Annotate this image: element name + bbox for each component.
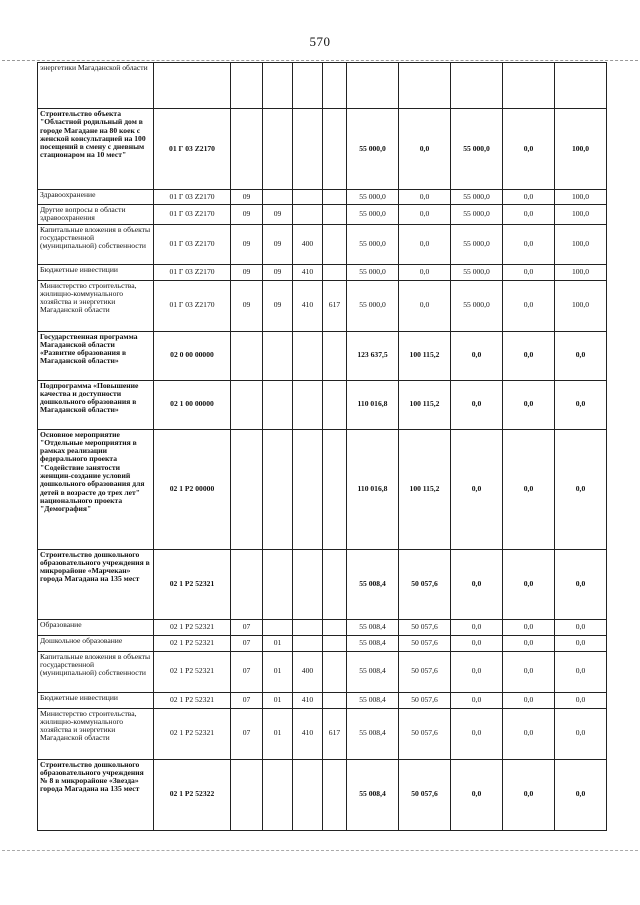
amount-4: 0,0 bbox=[503, 692, 555, 708]
amount-2: 50 057,6 bbox=[399, 619, 451, 635]
bottom-divider bbox=[2, 850, 638, 851]
administrator-code bbox=[323, 429, 347, 549]
table-row bbox=[38, 63, 607, 109]
amount-3: 0,0 bbox=[451, 331, 503, 380]
target-code: 02 1 Р2 52321 bbox=[154, 635, 231, 651]
amount-1: 55 008,4 bbox=[347, 759, 399, 830]
amount-5: 0,0 bbox=[555, 692, 607, 708]
subsection-code: 09 bbox=[263, 224, 293, 264]
amount-1: 55 000,0 bbox=[347, 109, 399, 190]
section-code: 09 bbox=[231, 205, 263, 225]
amount-2: 0,0 bbox=[399, 224, 451, 264]
expense-type-code bbox=[293, 109, 323, 190]
amount-3: 0,0 bbox=[451, 651, 503, 692]
section-code: 07 bbox=[231, 692, 263, 708]
amount-1: 110 016,8 bbox=[347, 429, 399, 549]
amount-4: 0,0 bbox=[503, 759, 555, 830]
target-code: 01 Г 03 Z2170 bbox=[154, 280, 231, 331]
target-code: 01 Г 03 Z2170 bbox=[154, 205, 231, 225]
subsection-code: 01 bbox=[263, 708, 293, 759]
amount-3: 0,0 bbox=[451, 429, 503, 549]
target-code: 02 1 Р2 52321 bbox=[154, 619, 231, 635]
table-row bbox=[38, 190, 607, 205]
administrator-code bbox=[323, 205, 347, 225]
administrator-code bbox=[323, 759, 347, 830]
amount-5 bbox=[555, 63, 607, 109]
subsection-code: 09 bbox=[263, 280, 293, 331]
amount-2: 100 115,2 bbox=[399, 380, 451, 429]
table-row bbox=[38, 759, 607, 830]
amount-4: 0,0 bbox=[503, 224, 555, 264]
amount-1: 55 008,4 bbox=[347, 708, 399, 759]
amount-2: 50 057,6 bbox=[399, 635, 451, 651]
amount-5: 100,0 bbox=[555, 280, 607, 331]
amount-2: 0,0 bbox=[399, 205, 451, 225]
amount-4: 0,0 bbox=[503, 651, 555, 692]
amount-1: 55 000,0 bbox=[347, 280, 399, 331]
amount-4: 0,0 bbox=[503, 380, 555, 429]
administrator-code bbox=[323, 651, 347, 692]
expense-type-code bbox=[293, 331, 323, 380]
item-name: Строительство дошкольного образовательного учреждения в микрорайоне «Марчекан» города Магадана на 135 мест bbox=[38, 549, 154, 619]
target-code: 02 1 00 00000 bbox=[154, 380, 231, 429]
amount-4: 0,0 bbox=[503, 635, 555, 651]
amount-1: 55 008,4 bbox=[347, 549, 399, 619]
amount-3: 0,0 bbox=[451, 635, 503, 651]
section-code bbox=[231, 429, 263, 549]
amount-1 bbox=[347, 63, 399, 109]
table-row bbox=[38, 109, 607, 190]
item-name: Министерство строительства, жилищно-коммунального хозяйства и энергетики Магаданской области bbox=[38, 708, 154, 759]
amount-5: 100,0 bbox=[555, 190, 607, 205]
subsection-code bbox=[263, 63, 293, 109]
administrator-code bbox=[323, 692, 347, 708]
amount-4: 0,0 bbox=[503, 549, 555, 619]
target-code: 02 0 00 00000 bbox=[154, 331, 231, 380]
amount-3: 55 000,0 bbox=[451, 109, 503, 190]
amount-2: 50 057,6 bbox=[399, 651, 451, 692]
item-name: Строительство дошкольного образовательного учреждения № 8 в микрорайоне «Звезда» города Магадана на 135 мест bbox=[38, 759, 154, 830]
administrator-code bbox=[323, 380, 347, 429]
amount-1: 55 000,0 bbox=[347, 205, 399, 225]
subsection-code: 01 bbox=[263, 651, 293, 692]
item-name: энергетики Магаданской области bbox=[38, 63, 154, 109]
expense-type-code bbox=[293, 63, 323, 109]
section-code bbox=[231, 549, 263, 619]
target-code: 02 1 Р2 52321 bbox=[154, 651, 231, 692]
amount-2: 0,0 bbox=[399, 190, 451, 205]
subsection-code bbox=[263, 331, 293, 380]
amount-2: 100 115,2 bbox=[399, 429, 451, 549]
table-row bbox=[38, 429, 607, 549]
expense-type-code bbox=[293, 635, 323, 651]
target-code: 02 1 Р2 52321 bbox=[154, 708, 231, 759]
amount-1: 55 008,4 bbox=[347, 635, 399, 651]
amount-4: 0,0 bbox=[503, 190, 555, 205]
item-name: Капитальные вложения в объекты государственной (муниципальной) собственности bbox=[38, 651, 154, 692]
amount-5: 0,0 bbox=[555, 380, 607, 429]
expense-type-code: 400 bbox=[293, 651, 323, 692]
budget-table-body bbox=[38, 63, 607, 831]
table-row bbox=[38, 280, 607, 331]
amount-1: 55 000,0 bbox=[347, 264, 399, 280]
subsection-code: 01 bbox=[263, 635, 293, 651]
amount-4: 0,0 bbox=[503, 280, 555, 331]
section-code: 09 bbox=[231, 224, 263, 264]
section-code: 09 bbox=[231, 280, 263, 331]
target-code bbox=[154, 63, 231, 109]
administrator-code bbox=[323, 224, 347, 264]
table-row bbox=[38, 651, 607, 692]
amount-4: 0,0 bbox=[503, 429, 555, 549]
amount-3: 55 000,0 bbox=[451, 205, 503, 225]
table-row bbox=[38, 264, 607, 280]
section-code: 07 bbox=[231, 651, 263, 692]
amount-1: 123 637,5 bbox=[347, 331, 399, 380]
target-code: 01 Г 03 Z2170 bbox=[154, 109, 231, 190]
item-name: Другие вопросы в области здравоохранения bbox=[38, 205, 154, 225]
item-name: Министерство строительства, жилищно-коммунального хозяйства и энергетики Магаданской области bbox=[38, 280, 154, 331]
amount-3: 55 000,0 bbox=[451, 264, 503, 280]
section-code bbox=[231, 380, 263, 429]
item-name: Капитальные вложения в объекты государственной (муниципальной) собственности bbox=[38, 224, 154, 264]
item-name: Строительство объекта "Областной родильный дом в городе Магадане на 80 коек с женской консультацией на 100 посещений в смену с дневным стационаром на 10 мест" bbox=[38, 109, 154, 190]
target-code: 02 1 Р2 52321 bbox=[154, 692, 231, 708]
amount-5: 100,0 bbox=[555, 109, 607, 190]
section-code: 07 bbox=[231, 635, 263, 651]
target-code: 02 1 Р2 00000 bbox=[154, 429, 231, 549]
table-row bbox=[38, 692, 607, 708]
expense-type-code bbox=[293, 380, 323, 429]
item-name: Образование bbox=[38, 619, 154, 635]
amount-1: 55 000,0 bbox=[347, 190, 399, 205]
administrator-code bbox=[323, 619, 347, 635]
administrator-code bbox=[323, 264, 347, 280]
subsection-code bbox=[263, 429, 293, 549]
target-code: 01 Г 03 Z2170 bbox=[154, 190, 231, 205]
amount-3: 55 000,0 bbox=[451, 190, 503, 205]
amount-1: 55 008,4 bbox=[347, 619, 399, 635]
administrator-code bbox=[323, 549, 347, 619]
subsection-code: 09 bbox=[263, 205, 293, 225]
administrator-code bbox=[323, 331, 347, 380]
amount-5: 0,0 bbox=[555, 759, 607, 830]
amount-1: 55 008,4 bbox=[347, 692, 399, 708]
administrator-code bbox=[323, 190, 347, 205]
section-code: 09 bbox=[231, 190, 263, 205]
subsection-code bbox=[263, 549, 293, 619]
section-code: 07 bbox=[231, 619, 263, 635]
subsection-code: 01 bbox=[263, 692, 293, 708]
top-divider bbox=[2, 60, 638, 61]
section-code bbox=[231, 759, 263, 830]
amount-2: 0,0 bbox=[399, 109, 451, 190]
item-name: Здравоохранение bbox=[38, 190, 154, 205]
amount-4: 0,0 bbox=[503, 619, 555, 635]
subsection-code bbox=[263, 759, 293, 830]
expense-type-code: 410 bbox=[293, 280, 323, 331]
page-number: 570 bbox=[309, 34, 331, 49]
section-code: 09 bbox=[231, 264, 263, 280]
amount-4: 0,0 bbox=[503, 109, 555, 190]
expense-type-code: 410 bbox=[293, 264, 323, 280]
section-code bbox=[231, 63, 263, 109]
amount-2 bbox=[399, 63, 451, 109]
amount-4: 0,0 bbox=[503, 331, 555, 380]
amount-5: 100,0 bbox=[555, 224, 607, 264]
expense-type-code bbox=[293, 759, 323, 830]
table-row bbox=[38, 549, 607, 619]
expense-type-code bbox=[293, 549, 323, 619]
amount-3: 0,0 bbox=[451, 692, 503, 708]
amount-2: 50 057,6 bbox=[399, 759, 451, 830]
amount-4: 0,0 bbox=[503, 264, 555, 280]
amount-3: 55 000,0 bbox=[451, 280, 503, 331]
table-row bbox=[38, 205, 607, 225]
subsection-code bbox=[263, 380, 293, 429]
target-code: 01 Г 03 Z2170 bbox=[154, 264, 231, 280]
subsection-code bbox=[263, 109, 293, 190]
amount-1: 55 008,4 bbox=[347, 651, 399, 692]
expense-type-code: 410 bbox=[293, 708, 323, 759]
amount-4 bbox=[503, 63, 555, 109]
table-row bbox=[38, 331, 607, 380]
target-code: 02 1 Р2 52321 bbox=[154, 549, 231, 619]
table-row bbox=[38, 619, 607, 635]
subsection-code bbox=[263, 190, 293, 205]
amount-3: 0,0 bbox=[451, 759, 503, 830]
administrator-code bbox=[323, 109, 347, 190]
amount-5: 0,0 bbox=[555, 429, 607, 549]
amount-2: 50 057,6 bbox=[399, 692, 451, 708]
amount-5: 100,0 bbox=[555, 264, 607, 280]
amount-5: 100,0 bbox=[555, 205, 607, 225]
expense-type-code bbox=[293, 619, 323, 635]
amount-4: 0,0 bbox=[503, 708, 555, 759]
amount-5: 0,0 bbox=[555, 651, 607, 692]
item-name: Государственная программа Магаданской области «Развитие образования в Магаданской области» bbox=[38, 331, 154, 380]
amount-2: 0,0 bbox=[399, 280, 451, 331]
item-name: Бюджетные инвестиции bbox=[38, 264, 154, 280]
subsection-code bbox=[263, 619, 293, 635]
table-row bbox=[38, 224, 607, 264]
amount-3: 0,0 bbox=[451, 380, 503, 429]
amount-2: 50 057,6 bbox=[399, 549, 451, 619]
target-code: 01 Г 03 Z2170 bbox=[154, 224, 231, 264]
table-row bbox=[38, 380, 607, 429]
section-code: 07 bbox=[231, 708, 263, 759]
amount-3: 55 000,0 bbox=[451, 224, 503, 264]
item-name: Дошкольное образование bbox=[38, 635, 154, 651]
table-row bbox=[38, 635, 607, 651]
item-name: Бюджетные инвестиции bbox=[38, 692, 154, 708]
amount-5: 0,0 bbox=[555, 635, 607, 651]
expense-type-code: 410 bbox=[293, 692, 323, 708]
item-name: Подпрограмма «Повышение качества и доступности дошкольного образования в Магаданской области» bbox=[38, 380, 154, 429]
amount-3 bbox=[451, 63, 503, 109]
administrator-code bbox=[323, 635, 347, 651]
amount-3: 0,0 bbox=[451, 708, 503, 759]
amount-2: 0,0 bbox=[399, 264, 451, 280]
amount-4: 0,0 bbox=[503, 205, 555, 225]
amount-5: 0,0 bbox=[555, 331, 607, 380]
expense-type-code bbox=[293, 205, 323, 225]
amount-5: 0,0 bbox=[555, 708, 607, 759]
expense-type-code: 400 bbox=[293, 224, 323, 264]
amount-3: 0,0 bbox=[451, 549, 503, 619]
subsection-code: 09 bbox=[263, 264, 293, 280]
section-code bbox=[231, 109, 263, 190]
amount-1: 55 000,0 bbox=[347, 224, 399, 264]
target-code: 02 1 Р2 52322 bbox=[154, 759, 231, 830]
section-code bbox=[231, 331, 263, 380]
amount-3: 0,0 bbox=[451, 619, 503, 635]
item-name: Основное мероприятие "Отдельные мероприятия в рамках реализации федерального проекта "Содействие занятости женщин-создание условий дошкольного образования для детей в возрасте до трех лет" национального проекта "Демография" bbox=[38, 429, 154, 549]
budget-table bbox=[37, 62, 607, 831]
amount-5: 0,0 bbox=[555, 549, 607, 619]
administrator-code: 617 bbox=[323, 708, 347, 759]
administrator-code bbox=[323, 63, 347, 109]
expense-type-code bbox=[293, 190, 323, 205]
amount-2: 50 057,6 bbox=[399, 708, 451, 759]
amount-2: 100 115,2 bbox=[399, 331, 451, 380]
table-row bbox=[38, 708, 607, 759]
amount-1: 110 016,8 bbox=[347, 380, 399, 429]
expense-type-code bbox=[293, 429, 323, 549]
amount-5: 0,0 bbox=[555, 619, 607, 635]
administrator-code: 617 bbox=[323, 280, 347, 331]
